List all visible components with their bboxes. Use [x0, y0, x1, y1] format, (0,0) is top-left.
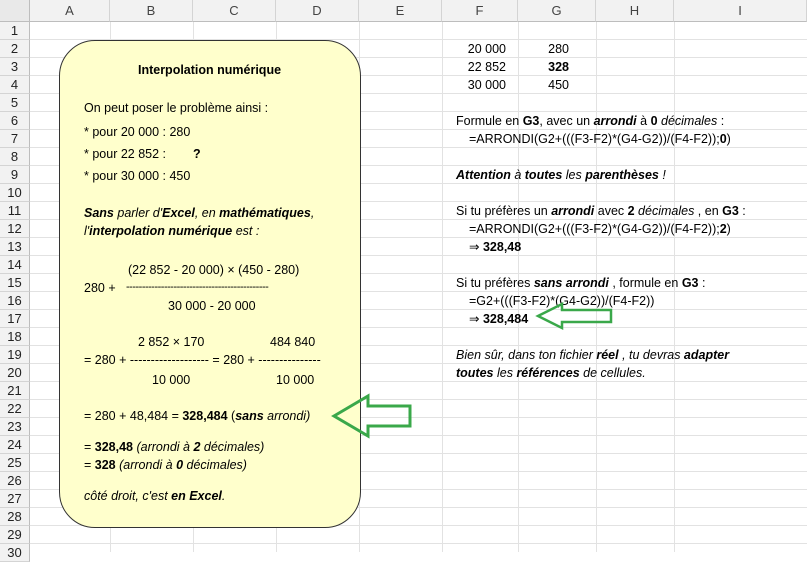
result-2-decimales: = 328,48 (arrondi à 2 décimales): [84, 440, 265, 454]
note-sentence-2: l'interpolation numérique est :: [84, 224, 260, 238]
row-header-26[interactable]: 26: [0, 472, 30, 490]
cell-g2[interactable]: 280: [548, 42, 569, 56]
row-header-3[interactable]: 3: [0, 58, 30, 76]
green-arrow-icon: [330, 392, 414, 440]
note-ending: côté droit, c'est en Excel.: [84, 489, 226, 503]
row-header-11[interactable]: 11: [0, 202, 30, 220]
green-arrow-icon: [535, 301, 615, 331]
cell-f3[interactable]: 22 852: [467, 60, 506, 74]
text-row-19[interactable]: Bien sûr, dans ton fichier réel , tu devras adapter: [456, 348, 730, 362]
note-point-3: * pour 30 000 : 450: [84, 169, 191, 183]
formula-1-numerator: (22 852 - 20 000) × (450 - 280): [128, 263, 300, 277]
result-sans-arrondi: = 280 + 48,484 = 328,484 (sans arrondi): [84, 409, 311, 423]
text-row-9[interactable]: Attention à toutes les parenthèses !: [456, 168, 666, 182]
text-row-17[interactable]: ⇒ 328,484: [469, 312, 529, 326]
col-header-f[interactable]: F: [442, 0, 518, 22]
row-header-9[interactable]: 9: [0, 166, 30, 184]
formula-1-fraction-bar: ---------------------------------------------: [126, 281, 269, 293]
row-header-1[interactable]: 1: [0, 22, 30, 40]
text-row-7[interactable]: =ARRONDI(G2+(((F3-F2)*(G4-G2))/(F4-F2));0): [469, 132, 731, 146]
row-header-30[interactable]: 30: [0, 544, 30, 562]
formula-2-numerator-2: 484 840: [270, 335, 316, 349]
col-header-e[interactable]: E: [359, 0, 442, 22]
formula-2-denominator-1: 10 000: [152, 373, 191, 387]
result-0-decimales: = 328 (arrondi à 0 décimales): [84, 458, 247, 472]
cell-f2[interactable]: 20 000: [467, 42, 506, 56]
row-header-14[interactable]: 14: [0, 256, 30, 274]
text-row-11[interactable]: Si tu préfères un arrondi avec 2 décimales , en G3 :: [456, 204, 746, 218]
text-row-15[interactable]: Si tu préfères sans arrondi , formule en G3 :: [456, 276, 706, 290]
row-header-28[interactable]: 28: [0, 508, 30, 526]
row-header-18[interactable]: 18: [0, 328, 30, 346]
text-row-6[interactable]: Formule en G3, avec un arrondi à 0 décimales :: [456, 114, 725, 128]
col-header-h[interactable]: H: [596, 0, 674, 22]
note-point-1: * pour 20 000 : 280: [84, 125, 191, 139]
col-header-g[interactable]: G: [518, 0, 596, 22]
row-header-13[interactable]: 13: [0, 238, 30, 256]
row-header-24[interactable]: 24: [0, 436, 30, 454]
implies-icon: ⇒: [469, 312, 480, 326]
text-row-20[interactable]: toutes les références de cellules.: [456, 366, 646, 380]
row-header-10[interactable]: 10: [0, 184, 30, 202]
formula-2-denominator-2: 10 000: [276, 373, 315, 387]
note-sentence-1: Sans parler d'Excel, en mathématiques,: [84, 206, 315, 220]
row-header-15[interactable]: 15: [0, 274, 30, 292]
row-header-16[interactable]: 16: [0, 292, 30, 310]
row-header-19[interactable]: 19: [0, 346, 30, 364]
note-question-mark: ?: [193, 147, 201, 161]
row-header-21[interactable]: 21: [0, 382, 30, 400]
note-point-2: * pour 22 852 :: [84, 147, 167, 161]
text-row-16[interactable]: =G2+(((F3-F2)*(G4-G2))/(F4-F2)): [469, 294, 655, 308]
implies-icon: ⇒: [469, 240, 480, 254]
cell-g4[interactable]: 450: [548, 78, 569, 92]
note-shape[interactable]: [59, 40, 361, 528]
col-header-d[interactable]: D: [276, 0, 359, 22]
row-header-27[interactable]: 27: [0, 490, 30, 508]
select-all-corner[interactable]: [0, 0, 30, 22]
formula-2-line: = 280 + ------------------- = 280 + ---------------: [84, 353, 321, 367]
row-header-6[interactable]: 6: [0, 112, 30, 130]
row-header-7[interactable]: 7: [0, 130, 30, 148]
formula-2-numerator-1: 2 852 × 170: [138, 335, 205, 349]
note-title: Interpolation numérique: [137, 63, 282, 77]
row-header-8[interactable]: 8: [0, 148, 30, 166]
col-header-c[interactable]: C: [193, 0, 276, 22]
col-header-a[interactable]: A: [30, 0, 110, 22]
row-header-5[interactable]: 5: [0, 94, 30, 112]
cell-g3[interactable]: 328: [548, 60, 569, 74]
cell-f4[interactable]: 30 000: [467, 78, 506, 92]
formula-1-prefix: 280 +: [84, 281, 116, 295]
row-header-4[interactable]: 4: [0, 76, 30, 94]
row-header-29[interactable]: 29: [0, 526, 30, 544]
row-header-2[interactable]: 2: [0, 40, 30, 58]
text-row-12[interactable]: =ARRONDI(G2+(((F3-F2)*(G4-G2))/(F4-F2));2): [469, 222, 731, 236]
row-header-23[interactable]: 23: [0, 418, 30, 436]
row-header-25[interactable]: 25: [0, 454, 30, 472]
row-header-20[interactable]: 20: [0, 364, 30, 382]
text-row-13[interactable]: ⇒ 328,48: [469, 240, 522, 254]
formula-1-denominator: 30 000 - 20 000: [168, 299, 256, 313]
row-header-12[interactable]: 12: [0, 220, 30, 238]
col-header-i[interactable]: I: [674, 0, 807, 22]
col-header-b[interactable]: B: [110, 0, 193, 22]
row-header-22[interactable]: 22: [0, 400, 30, 418]
row-header-17[interactable]: 17: [0, 310, 30, 328]
note-intro: On peut poser le problème ainsi :: [84, 101, 269, 115]
